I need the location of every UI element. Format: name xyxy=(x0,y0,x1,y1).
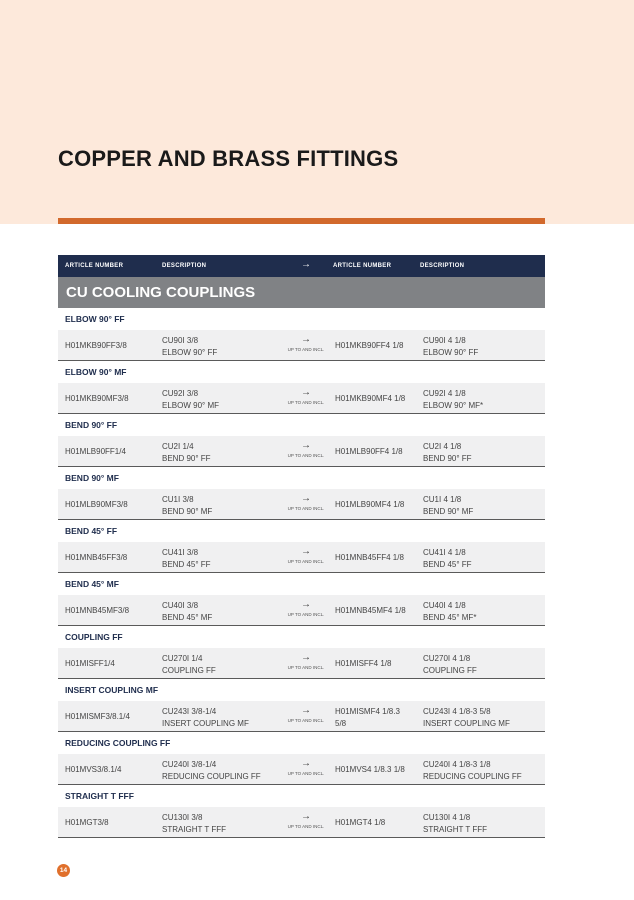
description-end xyxy=(423,494,473,518)
article-number-end-text: H01MKB90FF4 1/8 xyxy=(335,341,404,350)
product-description-end: BEND 45° FF xyxy=(423,560,472,569)
article-number-end xyxy=(335,765,405,774)
article-number-end-text: H01MVS4 1/8.3 1/8 xyxy=(335,765,405,774)
table-row xyxy=(58,436,545,467)
article-number-end-text: H01MLB90MF4 1/8 xyxy=(335,500,405,509)
table-row xyxy=(58,383,545,414)
header-band xyxy=(0,0,634,224)
product-description-end: STRAIGHT T FFF xyxy=(423,825,488,834)
article-number: H01MLB90MF3/8 xyxy=(65,500,128,509)
product-code-end: CU1I 4 1/8 xyxy=(423,495,462,504)
accent-divider xyxy=(58,218,545,224)
article-number: H01MKB90FF3/8 xyxy=(65,341,127,350)
group-title: REDUCING COUPLING FF xyxy=(65,738,171,748)
product-code: CU1I 3/8 xyxy=(162,495,194,504)
product-description: ELBOW 90° FF xyxy=(162,348,218,357)
product-code-end: CU270I 4 1/8 xyxy=(423,654,471,663)
section-title: CU COOLING COUPLINGS xyxy=(58,277,545,308)
article-number-end-text: H01MNB45MF4 1/8 xyxy=(335,606,406,615)
description xyxy=(162,547,211,571)
product-code: CU2I 1/4 xyxy=(162,442,194,451)
range-indicator xyxy=(286,387,326,407)
product-table xyxy=(58,255,545,838)
table-row xyxy=(58,595,545,626)
description-end xyxy=(423,388,483,412)
article-number-end-text: H01MLB90FF4 1/8 xyxy=(335,447,403,456)
description xyxy=(162,335,217,359)
arrow-right-icon: → xyxy=(301,387,311,398)
product-code-end: CU90I 4 1/8 xyxy=(423,336,466,345)
table-row xyxy=(58,807,545,838)
product-description-end: ELBOW 90° FF xyxy=(423,348,479,357)
group-title: BEND 45° FF xyxy=(65,526,118,536)
group-title: BEND 90° MF xyxy=(65,473,119,483)
range-indicator xyxy=(286,493,326,513)
description xyxy=(162,600,212,624)
article-number: H01MNB45FF3/8 xyxy=(65,553,128,562)
description-end xyxy=(423,706,510,730)
range-indicator xyxy=(286,334,326,354)
group-title: BEND 90° FF xyxy=(65,420,118,430)
arrow-right-icon: → xyxy=(301,546,311,557)
product-description: BEND 90° FF xyxy=(162,454,211,463)
range-label: UP TO AND INCL. xyxy=(287,559,325,564)
article-number-end xyxy=(335,341,403,350)
arrow-right-icon: → xyxy=(301,259,312,270)
product-description-end: COUPLING FF xyxy=(423,666,477,675)
article-number: H01MISMF3/8.1/4 xyxy=(65,712,130,721)
article-number-end xyxy=(335,553,404,562)
group-title: INSERT COUPLING MF xyxy=(65,685,159,695)
article-number-end xyxy=(335,606,406,615)
product-code-end: CU40I 4 1/8 xyxy=(423,601,466,610)
product-code: CU240I 3/8-1/4 xyxy=(162,760,217,769)
col-description-2: DESCRIPTION xyxy=(420,263,465,269)
description xyxy=(162,494,212,518)
arrow-right-icon: → xyxy=(301,758,311,769)
description-end xyxy=(423,812,487,836)
group-title: STRAIGHT T FFF xyxy=(65,791,134,801)
description-end xyxy=(423,759,522,783)
product-description: STRAIGHT T FFF xyxy=(162,825,227,834)
page-number: 14 xyxy=(57,864,70,877)
article-number-end-text: H01MISMF4 1/8.3 xyxy=(335,707,400,716)
table-row xyxy=(58,754,545,785)
product-code: CU90I 3/8 xyxy=(162,336,199,345)
description xyxy=(162,441,211,465)
product-code-end: CU41I 4 1/8 xyxy=(423,548,466,557)
range-indicator xyxy=(286,811,326,831)
article-number-end-text: H01MNB45FF4 1/8 xyxy=(335,553,404,562)
product-description-end: BEND 90° FF xyxy=(423,454,472,463)
group-title: COUPLING FF xyxy=(65,632,123,642)
group-list xyxy=(58,308,545,838)
product-code: CU270I 1/4 xyxy=(162,654,203,663)
description xyxy=(162,812,226,836)
article-number: H01MVS3/8.1/4 xyxy=(65,765,122,774)
range-label: UP TO AND INCL. xyxy=(287,665,325,670)
article-number-end-text: H01MKB90MF4 1/8 xyxy=(335,394,406,403)
product-description: BEND 45° FF xyxy=(162,560,211,569)
arrow-right-icon: → xyxy=(301,652,311,663)
product-description: INSERT COUPLING MF xyxy=(162,719,249,728)
range-label: UP TO AND INCL. xyxy=(287,612,325,617)
range-label: UP TO AND INCL. xyxy=(287,771,325,776)
range-label: UP TO AND INCL. xyxy=(287,347,325,352)
group-title: ELBOW 90° FF xyxy=(65,314,125,324)
group-title: BEND 45° MF xyxy=(65,579,119,589)
article-number-end xyxy=(335,659,391,668)
col-article-number: ARTICLE NUMBER xyxy=(65,263,124,269)
article-number-end-text: H01MGT4 1/8 xyxy=(335,818,386,827)
article-number: H01MISFF1/4 xyxy=(65,659,115,668)
description xyxy=(162,759,261,783)
range-label: UP TO AND INCL. xyxy=(287,824,325,829)
product-description: COUPLING FF xyxy=(162,666,216,675)
product-description-end: BEND 90° MF xyxy=(423,507,474,516)
table-header xyxy=(58,255,545,277)
product-code-end: CU240I 4 1/8-3 1/8 xyxy=(423,760,491,769)
description-end xyxy=(423,335,478,359)
article-number-end-text-cont: 5/8 xyxy=(335,719,347,728)
table-row xyxy=(58,542,545,573)
table-row xyxy=(58,330,545,361)
product-description-end: INSERT COUPLING MF xyxy=(423,719,510,728)
article-number-end xyxy=(335,394,405,403)
article-number: H01MGT3/8 xyxy=(65,818,109,827)
range-label: UP TO AND INCL. xyxy=(287,400,325,405)
arrow-right-icon: → xyxy=(301,440,311,451)
product-description-end: REDUCING COUPLING FF xyxy=(423,772,522,781)
product-code-end: CU92I 4 1/8 xyxy=(423,389,466,398)
table-row xyxy=(58,648,545,679)
arrow-right-icon: → xyxy=(301,334,311,345)
product-description-end: ELBOW 90° MF* xyxy=(423,401,484,410)
range-indicator xyxy=(286,758,326,778)
table-row xyxy=(58,489,545,520)
col-article-number-2: ARTICLE NUMBER xyxy=(333,263,392,269)
range-label: UP TO AND INCL. xyxy=(287,506,325,511)
product-description: BEND 45° MF xyxy=(162,613,213,622)
range-indicator xyxy=(286,705,326,725)
article-number: H01MLB90FF1/4 xyxy=(65,447,126,456)
article-number-end xyxy=(335,706,400,730)
description xyxy=(162,388,219,412)
product-code-end: CU243I 4 1/8-3 5/8 xyxy=(423,707,491,716)
product-code: CU130I 3/8 xyxy=(162,813,203,822)
article-number-end xyxy=(335,447,403,456)
range-indicator xyxy=(286,652,326,672)
article-number: H01MKB90MF3/8 xyxy=(65,394,129,403)
product-code-end: CU2I 4 1/8 xyxy=(423,442,462,451)
range-indicator xyxy=(286,599,326,619)
product-description: BEND 90° MF xyxy=(162,507,213,516)
arrow-right-icon: → xyxy=(301,599,311,610)
product-code-end: CU130I 4 1/8 xyxy=(423,813,471,822)
description xyxy=(162,653,216,677)
product-code: CU40I 3/8 xyxy=(162,601,199,610)
article-number: H01MNB45MF3/8 xyxy=(65,606,130,615)
product-description: ELBOW 90° MF xyxy=(162,401,219,410)
range-indicator xyxy=(286,440,326,460)
range-indicator xyxy=(286,546,326,566)
description-end xyxy=(423,600,476,624)
range-label: UP TO AND INCL. xyxy=(287,718,325,723)
arrow-right-icon: → xyxy=(301,811,311,822)
arrow-right-icon: → xyxy=(301,705,311,716)
table-row xyxy=(58,701,545,732)
arrow-right-icon: → xyxy=(301,493,311,504)
group-title: ELBOW 90° MF xyxy=(65,367,127,377)
description xyxy=(162,706,249,730)
article-number-end xyxy=(335,500,404,509)
product-description: REDUCING COUPLING FF xyxy=(162,772,261,781)
article-number-end-text: H01MISFF4 1/8 xyxy=(335,659,392,668)
description-end xyxy=(423,547,472,571)
range-label: UP TO AND INCL. xyxy=(287,453,325,458)
col-description: DESCRIPTION xyxy=(162,263,207,269)
article-number-end xyxy=(335,818,385,827)
product-description-end: BEND 45° MF* xyxy=(423,613,477,622)
description-end xyxy=(423,653,477,677)
page-title: COPPER AND BRASS FITTINGS xyxy=(58,146,399,171)
product-code: CU41I 3/8 xyxy=(162,548,199,557)
product-code: CU243I 3/8-1/4 xyxy=(162,707,217,716)
description-end xyxy=(423,441,472,465)
product-code: CU92I 3/8 xyxy=(162,389,199,398)
